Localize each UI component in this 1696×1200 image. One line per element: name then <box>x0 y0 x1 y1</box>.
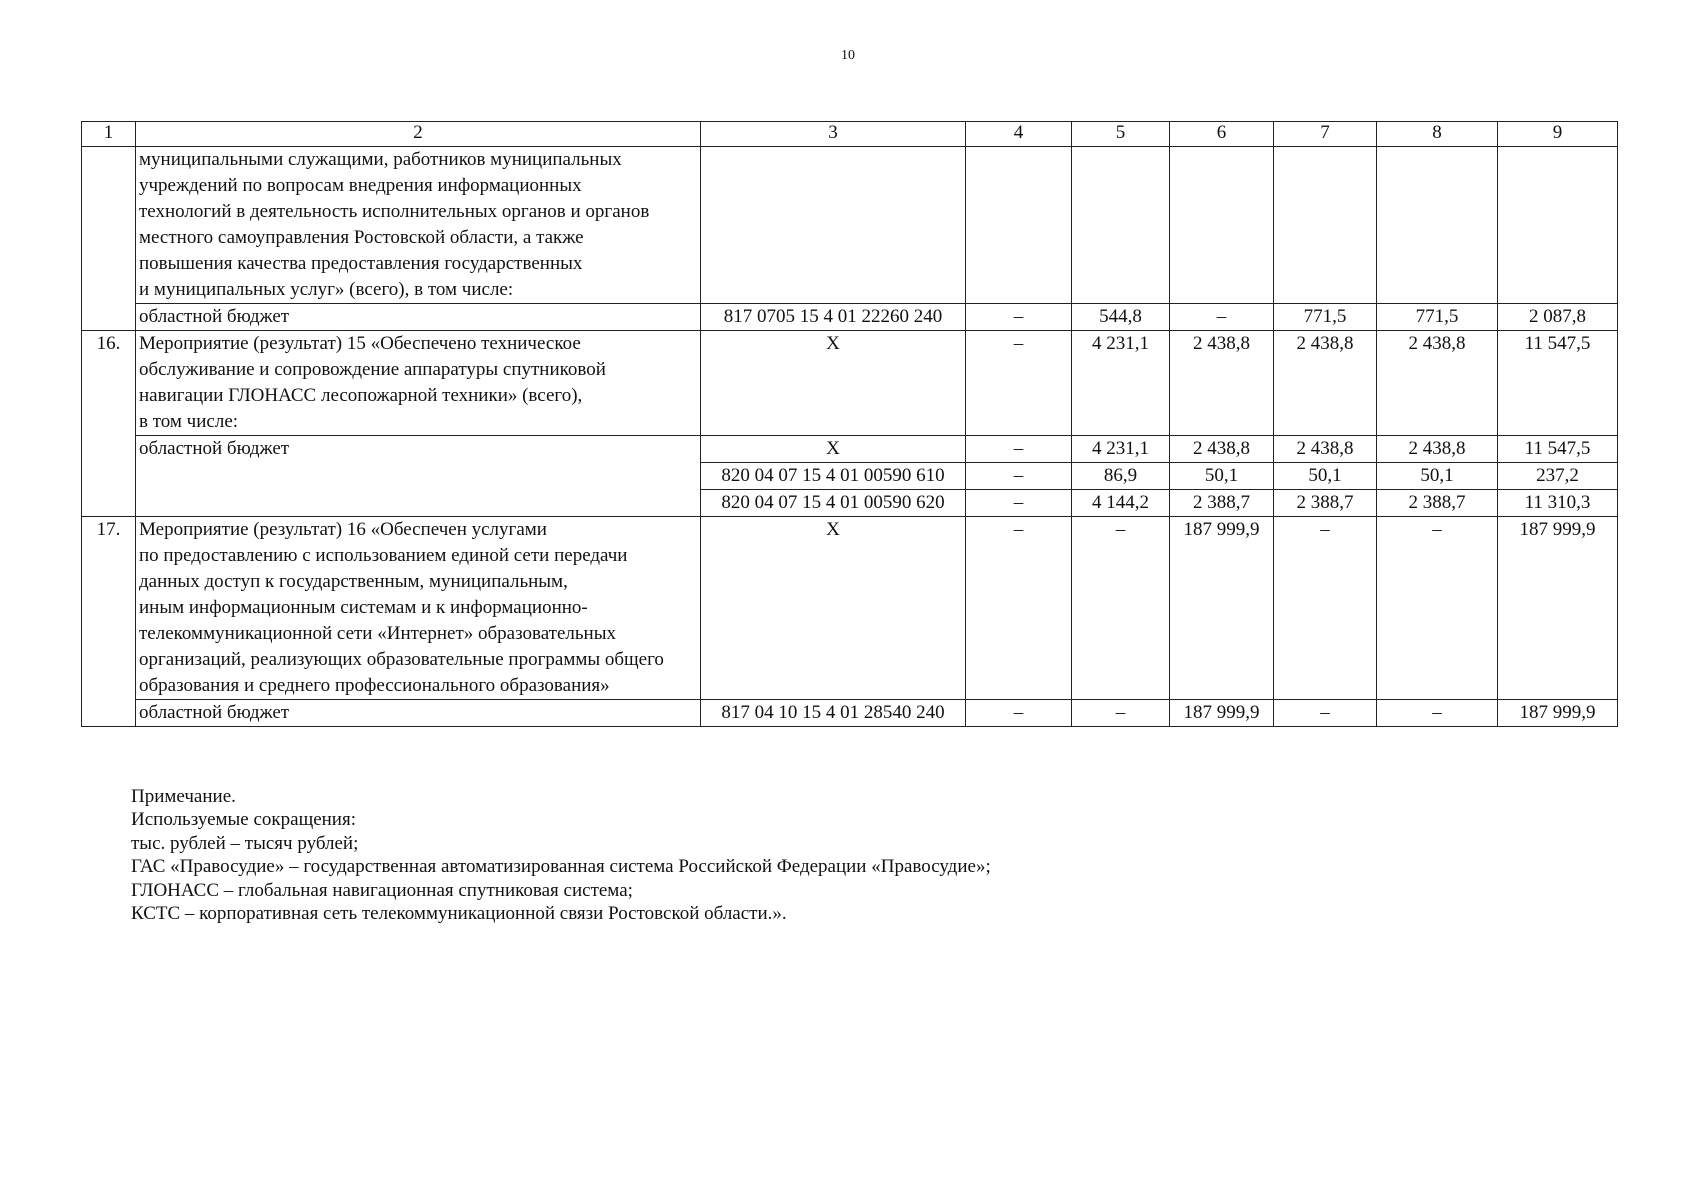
note-line: ГАС «Правосудие» – государственная автоматизированная система Российской Федерации «Правосудие»; <box>131 856 991 878</box>
value-cell: 2 438,8 <box>1170 331 1274 436</box>
note-line: КСТС – корпоративная сеть телекоммуникационной связи Ростовской области.». <box>131 903 787 925</box>
note-line: Используемые сокращения: <box>131 809 356 831</box>
value-cell: 2 388,7 <box>1274 490 1377 517</box>
header-cell: 1 <box>82 122 136 147</box>
header-cell: 2 <box>136 122 701 147</box>
code-cell: X <box>701 517 966 700</box>
description-cell: областной бюджет <box>136 304 701 331</box>
value-cell: – <box>1274 700 1377 727</box>
value-cell: 4 231,1 <box>1072 436 1170 463</box>
table-row <box>82 436 1618 463</box>
code-cell: 817 0705 15 4 01 22260 240 <box>701 304 966 331</box>
value-cell: 2 438,8 <box>1170 436 1274 463</box>
value-cell <box>1072 147 1170 304</box>
description-cell: Мероприятие (результат) 15 «Обеспечено техническое обслуживание и сопровождение аппаратуры спутниковой навигации ГЛОНАСС лесопожарной техники» (всего), в том числе: <box>136 331 701 436</box>
value-cell: 11 547,5 <box>1498 436 1618 463</box>
value-cell: – <box>966 463 1072 490</box>
value-cell: 86,9 <box>1072 463 1170 490</box>
value-cell: 237,2 <box>1498 463 1618 490</box>
value-cell: 2 438,8 <box>1274 436 1377 463</box>
value-cell: – <box>966 490 1072 517</box>
value-cell: 2 438,8 <box>1274 331 1377 436</box>
value-cell: – <box>966 304 1072 331</box>
value-cell: 2 087,8 <box>1498 304 1618 331</box>
budget-table <box>81 121 1618 727</box>
page-number: 10 <box>841 48 855 63</box>
header-cell: 7 <box>1274 122 1377 147</box>
note-line: тыс. рублей – тысяч рублей; <box>131 832 359 854</box>
value-cell: 2 388,7 <box>1377 490 1498 517</box>
header-cell: 9 <box>1498 122 1618 147</box>
value-cell <box>966 147 1072 304</box>
row-number-cell <box>82 147 136 331</box>
value-cell: 771,5 <box>1274 304 1377 331</box>
value-cell: 4 144,2 <box>1072 490 1170 517</box>
value-cell: 11 310,3 <box>1498 490 1618 517</box>
header-cell: 4 <box>966 122 1072 147</box>
value-cell: – <box>1170 304 1274 331</box>
note-line: ГЛОНАСС – глобальная навигационная спутниковая система; <box>131 879 633 901</box>
value-cell: 50,1 <box>1377 463 1498 490</box>
value-cell: 2 438,8 <box>1377 331 1498 436</box>
description-cell: Мероприятие (результат) 16 «Обеспечен услугами по предоставлению с использованием единой сети передачи данных доступ к государственным, муниципальным, иным информационным системам и к информационно- телекоммуникационной сети «Интернет» образовательных организаций, реализующих образовательные программы общего образования и среднего профессионального образования» <box>136 517 701 700</box>
table-row <box>82 304 1618 331</box>
value-cell: 544,8 <box>1072 304 1170 331</box>
table-row <box>82 331 1618 436</box>
value-cell: 11 547,5 <box>1498 331 1618 436</box>
value-cell <box>1274 147 1377 304</box>
code-cell: 817 04 10 15 4 01 28540 240 <box>701 700 966 727</box>
value-cell: 187 999,9 <box>1170 517 1274 700</box>
value-cell: – <box>1072 517 1170 700</box>
row-number-cell: 17. <box>82 517 136 727</box>
value-cell: – <box>1377 700 1498 727</box>
note-line: Примечание. <box>131 786 236 807</box>
value-cell: 2 388,7 <box>1170 490 1274 517</box>
value-cell: 50,1 <box>1170 463 1274 490</box>
code-cell: X <box>701 436 966 463</box>
header-cell: 6 <box>1170 122 1274 147</box>
value-cell: – <box>1377 517 1498 700</box>
value-cell: – <box>966 517 1072 700</box>
code-cell: 820 04 07 15 4 01 00590 620 <box>701 490 966 517</box>
value-cell: – <box>966 436 1072 463</box>
table-row <box>82 517 1618 700</box>
description-cell: муниципальными служащими, работников муниципальных учреждений по вопросам внедрения информационных технологий в деятельность исполнительных органов и органов местного самоуправления Ростовской области, а также повышения качества предоставления государственных и муниципальных услуг» (всего), в том числе: <box>136 147 701 304</box>
row-number-cell: 16. <box>82 331 136 517</box>
value-cell: 50,1 <box>1274 463 1377 490</box>
table-row <box>82 700 1618 727</box>
table-row <box>82 147 1618 304</box>
value-cell: 771,5 <box>1377 304 1498 331</box>
value-cell: – <box>1072 700 1170 727</box>
table-header-row <box>82 122 1618 147</box>
value-cell: – <box>1274 517 1377 700</box>
header-cell: 5 <box>1072 122 1170 147</box>
value-cell: 187 999,9 <box>1498 517 1618 700</box>
value-cell <box>1377 147 1498 304</box>
value-cell: – <box>966 700 1072 727</box>
code-cell: 820 04 07 15 4 01 00590 610 <box>701 463 966 490</box>
header-cell: 3 <box>701 122 966 147</box>
value-cell: 187 999,9 <box>1170 700 1274 727</box>
header-cell: 8 <box>1377 122 1498 147</box>
value-cell: – <box>966 331 1072 436</box>
code-cell: X <box>701 331 966 436</box>
value-cell <box>1498 147 1618 304</box>
code-cell <box>701 147 966 304</box>
value-cell: 187 999,9 <box>1498 700 1618 727</box>
description-cell: областной бюджет <box>136 436 701 517</box>
notes-section <box>131 785 991 925</box>
value-cell <box>1170 147 1274 304</box>
value-cell: 2 438,8 <box>1377 436 1498 463</box>
description-cell: областной бюджет <box>136 700 701 727</box>
value-cell: 4 231,1 <box>1072 331 1170 436</box>
